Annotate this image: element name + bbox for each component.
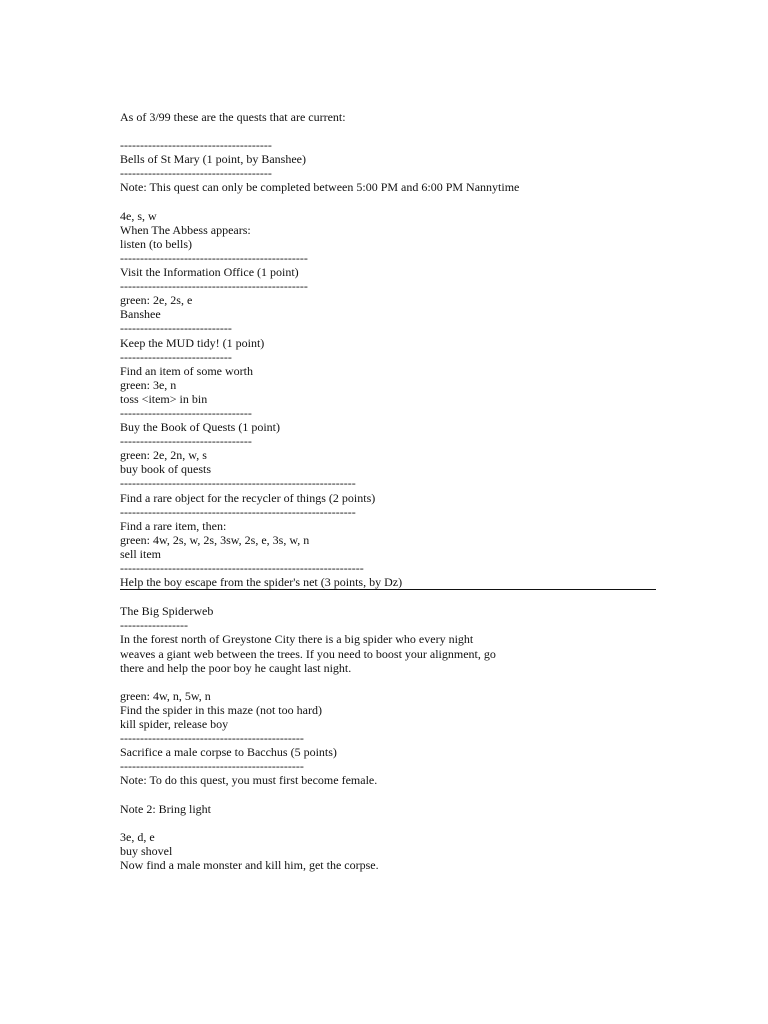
blank-line bbox=[120, 195, 720, 209]
blank-line bbox=[120, 590, 720, 604]
text-line: 3e, d, e bbox=[120, 829, 155, 844]
blank-line bbox=[120, 816, 720, 830]
text-line: Note: This quest can only be completed between 5:00 PM and 6:00 PM Nannytime bbox=[120, 180, 520, 195]
separator-line: -------------------------------------- bbox=[120, 166, 272, 181]
separator-line: ---------------------------------------------- bbox=[120, 731, 304, 746]
separator-line: ----------------- bbox=[120, 618, 188, 633]
separator-line: ----------------------------------------------------------- bbox=[120, 476, 356, 491]
text-line: Find an item of some worth bbox=[120, 363, 253, 378]
text-line: green: 2e, 2s, e bbox=[120, 293, 193, 308]
text-line: green: 4w, n, 5w, n bbox=[120, 688, 211, 703]
text-line: green: 4w, 2s, w, 2s, 3sw, 2s, e, 3s, w, n bbox=[120, 532, 310, 547]
text-line: there and help the poor boy he caught last night. bbox=[120, 660, 352, 675]
text-line: toss <item> in bin bbox=[120, 391, 208, 406]
separator-line: ------------------------------------------------------------- bbox=[120, 561, 364, 575]
text-line: listen (to bells) bbox=[120, 236, 192, 251]
text-line: 4e, s, w bbox=[120, 208, 157, 223]
text-line: Banshee bbox=[120, 307, 161, 322]
text-line: Sacrifice a male corpse to Bacchus (5 points) bbox=[120, 745, 337, 760]
separator-line: ---------------------------- bbox=[120, 321, 232, 336]
text-line: Visit the Information Office (1 point) bbox=[120, 265, 299, 280]
text-line: Note: To do this quest, you must first become female. bbox=[120, 773, 378, 788]
text-line: Note 2: Bring light bbox=[120, 801, 211, 816]
separator-line: ---------------------------- bbox=[120, 349, 232, 364]
blank-line bbox=[120, 788, 720, 802]
text-line: When The Abbess appears: bbox=[120, 222, 251, 237]
blank-line bbox=[120, 124, 720, 138]
text-line: Bells of St Mary (1 point, by Banshee) bbox=[120, 152, 306, 167]
separator-line: ----------------------------------------------- bbox=[120, 279, 308, 294]
text-line: Find the spider in this maze (not too hard) bbox=[120, 702, 322, 717]
text-line: As of 3/99 these are the quests that are current: bbox=[120, 110, 346, 124]
text-line: Keep the MUD tidy! (1 point) bbox=[120, 335, 265, 350]
text-line: The Big Spiderweb bbox=[120, 604, 214, 619]
separator-line: --------------------------------- bbox=[120, 405, 252, 420]
separator-line: ----------------------------------------------- bbox=[120, 250, 308, 265]
text-line: Now find a male monster and kill him, get the corpse. bbox=[120, 857, 379, 872]
document-page bbox=[120, 110, 720, 872]
text-line: Find a rare item, then: bbox=[120, 518, 227, 533]
text-line: weaves a giant web between the trees. If you need to boost your alignment, go bbox=[120, 646, 496, 661]
separator-line: --------------------------------- bbox=[120, 434, 252, 449]
separator-line: ----------------------------------------------------------- bbox=[120, 504, 356, 519]
text-line: buy book of quests bbox=[120, 462, 211, 477]
text-line: green: 3e, n bbox=[120, 377, 177, 392]
text-line: kill spider, release boy bbox=[120, 717, 229, 732]
text-line: Buy the Book of Quests (1 point) bbox=[120, 420, 280, 435]
text-line: Help the boy escape from the spider's net (3 points, by Dz) bbox=[120, 575, 656, 590]
text-line: buy shovel bbox=[120, 843, 173, 858]
separator-line: ---------------------------------------------- bbox=[120, 759, 304, 774]
text-line: In the forest north of Greystone City there is a big spider who every night bbox=[120, 632, 474, 647]
blank-line bbox=[120, 675, 720, 689]
text-line: sell item bbox=[120, 546, 161, 561]
text-line: green: 2e, 2n, w, s bbox=[120, 448, 207, 463]
separator-line: -------------------------------------- bbox=[120, 138, 272, 153]
text-line: Find a rare object for the recycler of things (2 points) bbox=[120, 490, 376, 505]
